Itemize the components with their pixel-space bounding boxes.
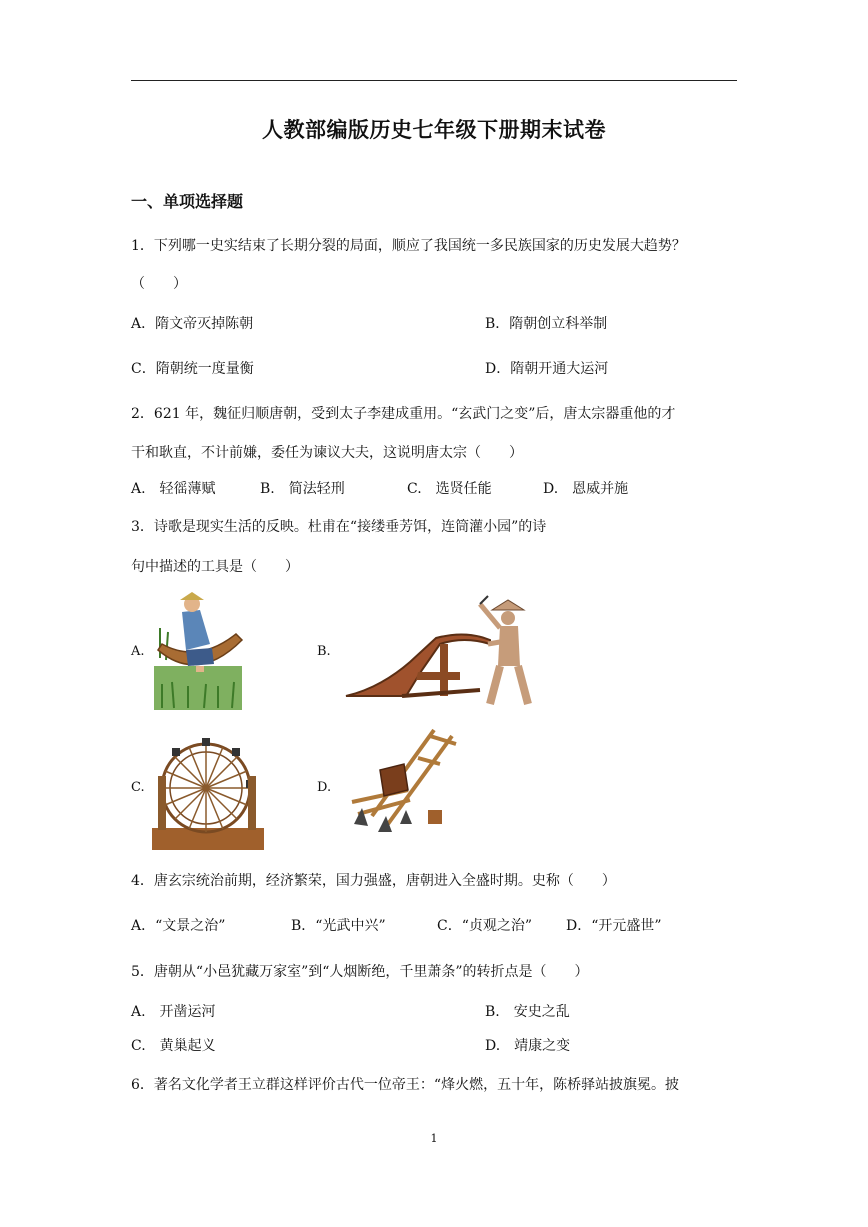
farmer-plough-icon	[340, 592, 540, 712]
q1-stem-line2: （ ）	[131, 276, 187, 292]
q2-option-d: D. 恩威并施	[543, 481, 629, 497]
farmer-seedling-boat-icon	[152, 588, 244, 712]
q2-option-b: B. 简法轻刑	[260, 481, 345, 497]
q3-stem-line1: 3．诗歌是现实生活的反映。杜甫在“接缕垂芳饵，连筒灌小园”的诗	[131, 519, 547, 535]
q2-option-c: C. 选贤任能	[407, 481, 492, 497]
q1-stem-line1: 1．下列哪一史实结束了长期分裂的局面，顺应了我国统一多民族国家的历史发展大趋势？	[131, 238, 686, 254]
q5-option-c: C. 黄巢起义	[131, 1038, 216, 1054]
q3-stem-line2: 句中描述的工具是（ ）	[131, 559, 299, 575]
waterwheel-icon	[152, 736, 264, 850]
q3-option-b-label: B.	[317, 644, 331, 659]
q2-stem-line1: 2．621 年，魏征归顺唐朝，受到太子李建成重用。“玄武门之变”后，唐太宗器重他的才	[131, 406, 676, 422]
q3-option-c-label: C.	[131, 780, 145, 795]
seed-drill-icon	[344, 728, 460, 836]
q5-option-b: B. 安史之乱	[485, 1004, 570, 1020]
q1-option-b: B．隋朝创立科举制	[485, 316, 608, 332]
q4-option-a: A．“文景之治”	[131, 918, 226, 934]
section-heading: 一、单项选择题	[131, 192, 244, 211]
q1-option-a: A．隋文帝灭掉陈朝	[131, 316, 254, 332]
page-number: 1	[430, 1132, 438, 1145]
q5-option-d: D. 靖康之变	[485, 1038, 571, 1054]
q1-option-d: D．隋朝开通大运河	[485, 361, 609, 377]
q2-stem-line2: 干和耿直，不计前嫌，委任为谏议大夫，这说明唐太宗（ ）	[131, 445, 523, 461]
q4-option-c: C．“贞观之治”	[437, 918, 533, 934]
q4-option-d: D．“开元盛世”	[566, 918, 662, 934]
q4-option-b: B．“光武中兴”	[291, 918, 386, 934]
q4-stem-line1: 4．唐玄宗统治前期，经济繁荣，国力强盛，唐朝进入全盛时期。史称（ ）	[131, 873, 616, 889]
q6-stem-line1: 6．著名文化学者王立群这样评价古代一位帝王：“烽火燃，五十年，陈桥驿站披旗冕。披	[131, 1077, 680, 1093]
q3-option-a-label: A.	[131, 644, 145, 659]
q3-option-d-label: D.	[317, 780, 332, 795]
page-title: 人教部编版历史七年级下册期末试卷	[262, 118, 606, 142]
q2-option-a: A. 轻徭薄赋	[131, 481, 216, 497]
q5-stem-line1: 5．唐朝从“小邑犹藏万家室”到“人烟断绝，千里萧条”的转折点是（ ）	[131, 964, 589, 980]
q1-option-c: C．隋朝统一度量衡	[131, 361, 254, 377]
q5-option-a: A. 开凿运河	[131, 1004, 216, 1020]
header-rule	[131, 80, 737, 81]
